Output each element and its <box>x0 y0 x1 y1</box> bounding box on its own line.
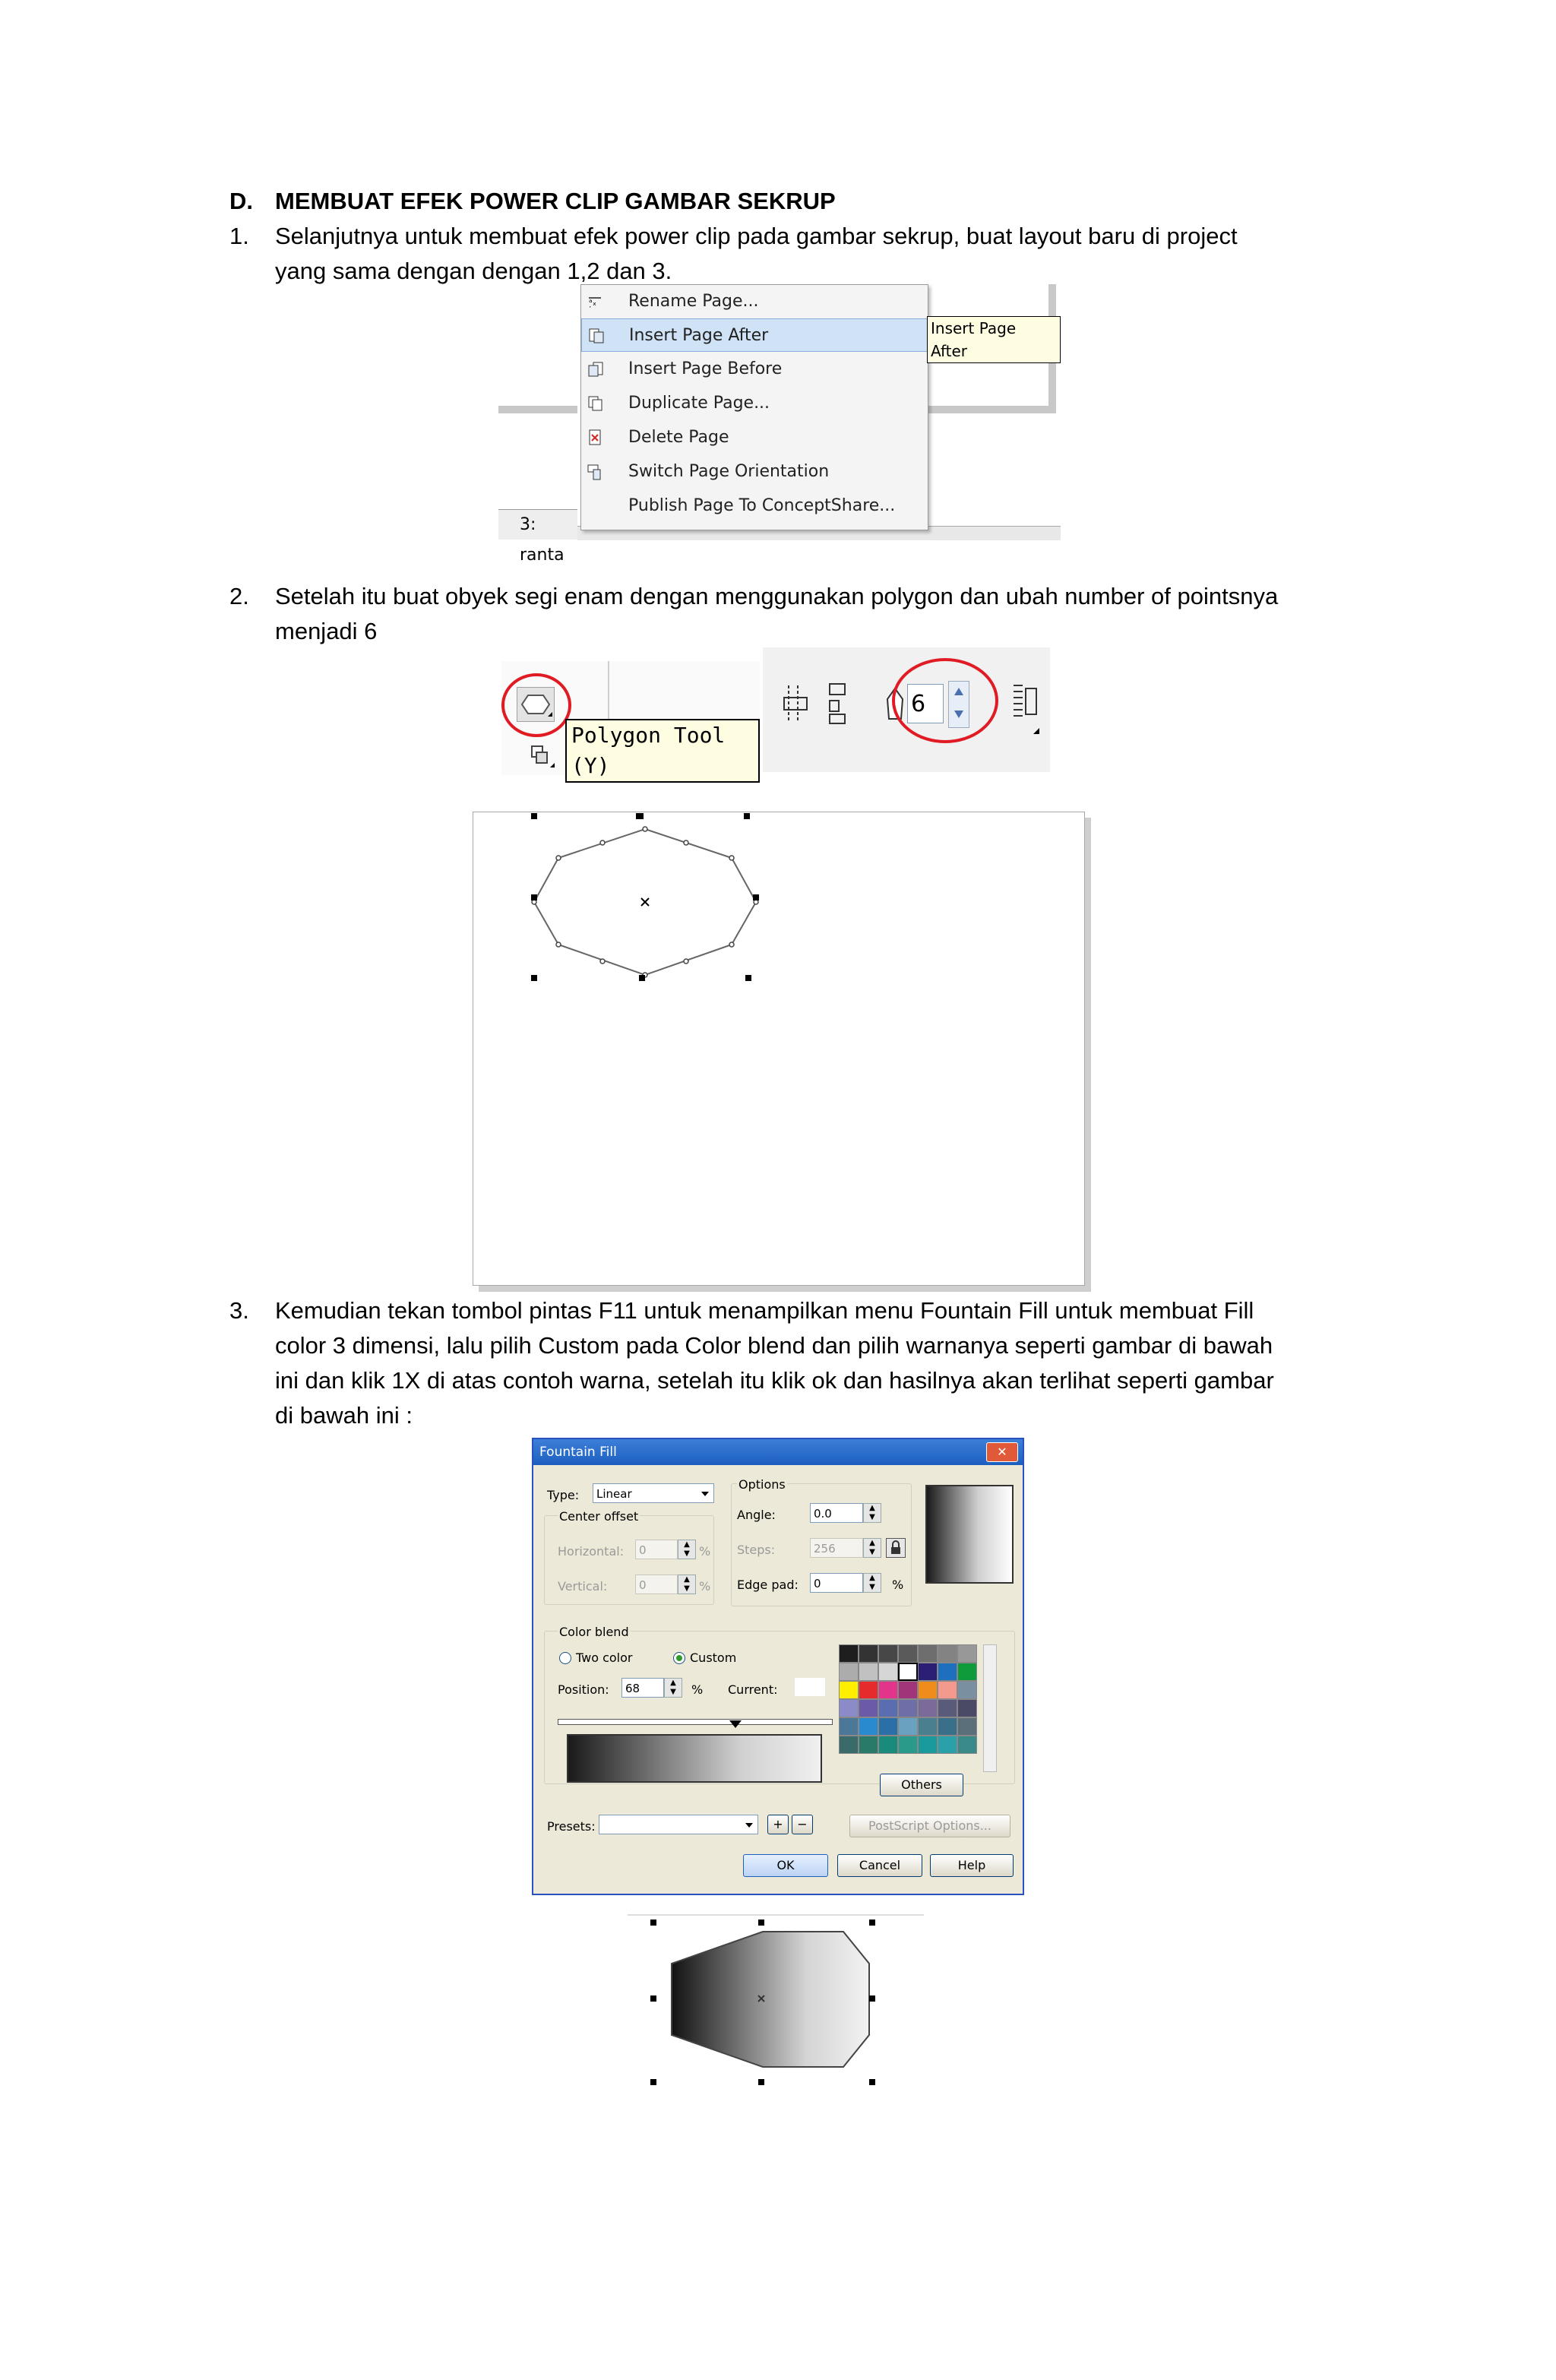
edge-pad-spinner[interactable]: ▲ ▼ <box>863 1573 881 1593</box>
edge-pad-value: 0 <box>814 1577 821 1590</box>
palette-swatch[interactable] <box>918 1699 938 1717</box>
vertical-input[interactable] <box>635 1575 678 1594</box>
dialog-title-bar <box>533 1439 1023 1465</box>
rename-icon <box>587 293 604 310</box>
palette-swatch[interactable] <box>898 1644 918 1663</box>
steps-label: Steps: <box>737 1543 776 1557</box>
tool-icon <box>524 740 555 771</box>
palette-swatch[interactable] <box>878 1644 898 1663</box>
menu-item-label: Duplicate Page... <box>628 394 770 413</box>
page-tab-label: 3: ranta <box>520 515 565 565</box>
step-1-line-1: Selanjutnya untuk membuat efek power clip pada gambar sekrup, buat layout baru di project <box>275 223 1238 249</box>
blend-ruler[interactable] <box>558 1719 833 1725</box>
duplicate-icon <box>587 395 604 412</box>
palette-swatch[interactable] <box>898 1717 918 1736</box>
menu-item-insert-page-before[interactable] <box>581 353 928 386</box>
others-label: Others <box>901 1777 942 1792</box>
chevron-down-icon <box>701 1492 709 1496</box>
page-frame-right <box>927 406 1056 413</box>
fill-preview <box>925 1485 1014 1584</box>
chevron-down-icon <box>745 1823 753 1828</box>
palette-swatch[interactable] <box>859 1681 878 1699</box>
palette-swatch[interactable] <box>859 1717 878 1736</box>
page-context-menu-figure <box>498 284 1061 565</box>
svg-text:ᵃ̣ₓ: ᵃ̣ₓ <box>589 297 597 308</box>
ok-button[interactable] <box>743 1854 828 1877</box>
menu-item-label: Delete Page <box>628 428 729 447</box>
align-text-icon[interactable] <box>827 681 849 726</box>
palette-swatch[interactable] <box>859 1644 878 1663</box>
postscript-label: PostScript Options... <box>868 1818 991 1833</box>
insert-after-icon <box>588 328 605 344</box>
menu-item-label: Rename Page... <box>628 292 759 311</box>
hexagon-shape[interactable] <box>473 812 1084 1285</box>
horizontal-percent: % <box>699 1544 711 1559</box>
palette-swatch[interactable] <box>878 1736 898 1754</box>
palette-swatch[interactable] <box>918 1681 938 1699</box>
points-value: 6 <box>911 691 926 717</box>
property-bar-figure <box>763 647 1050 772</box>
step-1-line-2: yang sama dengan dengan 1,2 dan 3. <box>275 258 672 284</box>
palette-swatch[interactable] <box>918 1717 938 1736</box>
menu-item-label: Insert Page Before <box>628 359 783 378</box>
menu-item-label: Insert Page After <box>629 326 769 345</box>
delete-icon <box>587 429 604 446</box>
current-color-swatch[interactable] <box>795 1678 825 1696</box>
step-3-line-4: di bawah ini : <box>275 1402 413 1429</box>
step-3-line-3: ini dan klik 1X di atas contoh warna, setelah itu klik ok dan hasilnya akan terlihat seperti gambar <box>275 1367 1274 1394</box>
menu-item-insert-page-after[interactable] <box>581 318 928 352</box>
menu-item-label: Switch Page Orientation <box>628 462 830 481</box>
position-input[interactable] <box>621 1678 664 1698</box>
orientation-icon <box>587 464 604 480</box>
horizontal-label: Horizontal: <box>558 1544 625 1559</box>
palette-swatch[interactable] <box>938 1699 957 1717</box>
filled-hexagon[interactable] <box>628 1907 931 2090</box>
angle-spinner[interactable]: ▲ ▼ <box>863 1503 881 1523</box>
horizontal-value: 0 <box>639 1543 647 1557</box>
step-3-number: 3. <box>229 1297 249 1324</box>
close-button[interactable] <box>986 1442 1018 1462</box>
angle-value: 0.0 <box>814 1507 832 1521</box>
palette-swatch[interactable] <box>938 1717 957 1736</box>
menu-item-rename-page[interactable] <box>581 285 928 318</box>
two-color-label: Two color <box>576 1650 633 1665</box>
menu-item-label: Publish Page To ConceptShare... <box>628 496 896 515</box>
minus-icon: − <box>797 1817 808 1831</box>
palette-scrollbar[interactable] <box>983 1644 997 1772</box>
custom-label: Custom <box>690 1650 737 1665</box>
edge-pad-input[interactable] <box>810 1573 863 1593</box>
palette-swatch[interactable] <box>839 1681 859 1699</box>
others-button[interactable] <box>880 1774 963 1796</box>
palette-swatch[interactable] <box>918 1736 938 1754</box>
remove-preset-button[interactable] <box>792 1815 813 1834</box>
type-select[interactable] <box>593 1483 714 1503</box>
options-label: Options <box>738 1477 786 1492</box>
palette-swatch[interactable] <box>918 1644 938 1663</box>
palette-swatch[interactable] <box>859 1663 878 1681</box>
drawing-canvas[interactable] <box>473 812 1085 1286</box>
steps-spinner[interactable]: ▲ ▼ <box>863 1538 881 1558</box>
palette-swatch[interactable] <box>938 1644 957 1663</box>
highlight-circle <box>887 657 1009 746</box>
page-tab[interactable] <box>498 509 577 565</box>
presets-label: Presets: <box>547 1819 596 1834</box>
type-label: Type: <box>547 1488 580 1502</box>
section-letter: D. <box>229 188 253 214</box>
vertical-spinner[interactable]: ▲ ▼ <box>678 1575 696 1594</box>
palette-swatch[interactable] <box>898 1699 918 1717</box>
custom-radio[interactable] <box>673 1652 685 1664</box>
position-spinner[interactable]: ▲ ▼ <box>664 1678 682 1698</box>
polygon-tool-tooltip: Polygon Tool (Y) <box>565 719 760 783</box>
steps-input[interactable] <box>810 1538 863 1558</box>
position-percent: % <box>691 1682 704 1697</box>
current-label: Current: <box>728 1682 778 1697</box>
help-button[interactable] <box>930 1854 1014 1877</box>
ok-label: OK <box>776 1858 795 1872</box>
palette-swatch[interactable] <box>938 1663 957 1681</box>
step-2-line-1: Setelah itu buat obyek segi enam dengan menggunakan polygon dan ubah number of pointsnya <box>275 583 1279 609</box>
menu-item-switch-orientation[interactable] <box>581 455 928 489</box>
two-color-radio[interactable] <box>559 1652 571 1664</box>
page-frame <box>498 406 577 413</box>
palette-swatch[interactable] <box>957 1644 977 1663</box>
menu-item-publish-page[interactable] <box>581 489 928 523</box>
help-label: Help <box>957 1858 986 1872</box>
blend-gradient[interactable] <box>567 1734 822 1783</box>
palette-swatch[interactable] <box>918 1663 938 1681</box>
context-menu <box>580 284 928 530</box>
palette-swatch[interactable] <box>957 1736 977 1754</box>
insert-page-tooltip: Insert Page After <box>927 316 1061 363</box>
palette-swatch[interactable] <box>898 1736 918 1754</box>
palette-swatch[interactable] <box>839 1717 859 1736</box>
step-2-line-2: menjadi 6 <box>275 618 378 644</box>
palette-swatch[interactable] <box>957 1717 977 1736</box>
cancel-button[interactable] <box>837 1854 922 1877</box>
insert-before-icon <box>587 361 604 378</box>
dialog-title: Fountain Fill <box>539 1445 617 1460</box>
postscript-options-button[interactable] <box>849 1815 1010 1837</box>
section-title: MEMBUAT EFEK POWER CLIP GAMBAR SEKRUP <box>275 188 836 214</box>
palette-swatch[interactable] <box>878 1717 898 1736</box>
result-figure <box>628 1907 931 2090</box>
lock-icon <box>887 1539 905 1557</box>
lock-steps-button[interactable] <box>886 1538 906 1558</box>
palette-swatch[interactable] <box>957 1699 977 1717</box>
edge-pad-label: Edge pad: <box>737 1578 799 1592</box>
palette-swatch[interactable] <box>839 1663 859 1681</box>
edge-pad-percent: % <box>892 1578 904 1592</box>
steps-value: 256 <box>814 1542 836 1556</box>
position-value: 68 <box>625 1682 640 1695</box>
palette-swatch[interactable] <box>938 1681 957 1699</box>
palette-swatch[interactable] <box>957 1681 977 1699</box>
close-icon: ✕ <box>997 1445 1007 1459</box>
add-preset-button[interactable] <box>767 1815 789 1834</box>
palette-swatch[interactable] <box>839 1736 859 1754</box>
palette-swatch[interactable] <box>957 1663 977 1681</box>
type-value: Linear <box>596 1487 632 1501</box>
palette-swatch[interactable] <box>839 1699 859 1717</box>
palette-swatch[interactable] <box>878 1681 898 1699</box>
fountain-fill-dialog <box>532 1438 1024 1895</box>
palette-swatch[interactable] <box>898 1663 918 1681</box>
menu-item-delete-page[interactable] <box>581 421 928 454</box>
step-3-line-2: color 3 dimensi, lalu pilih Custom pada Color blend dan pilih warnanya seperti gambar di bawah <box>275 1332 1273 1359</box>
palette-swatch[interactable] <box>878 1699 898 1717</box>
next-tool-icon[interactable] <box>524 740 555 771</box>
color-blend-label: Color blend <box>559 1625 629 1639</box>
cancel-label: Cancel <box>859 1858 901 1872</box>
presets-select[interactable] <box>599 1815 758 1834</box>
angle-input[interactable] <box>810 1503 863 1523</box>
position-label: Position: <box>558 1682 609 1697</box>
vertical-percent: % <box>699 1579 711 1594</box>
toolbox-figure <box>501 661 760 778</box>
vertical-value: 0 <box>639 1578 647 1592</box>
horizontal-spinner[interactable]: ▲ ▼ <box>678 1540 696 1559</box>
palette-swatch[interactable] <box>839 1644 859 1663</box>
wrap-icon[interactable] <box>1010 681 1044 739</box>
center-offset-label: Center offset <box>559 1509 639 1524</box>
plus-icon: + <box>773 1817 783 1831</box>
palette-swatch[interactable] <box>878 1663 898 1681</box>
palette-swatch[interactable] <box>898 1681 918 1699</box>
palette-swatch[interactable] <box>938 1736 957 1754</box>
step-2-number: 2. <box>229 583 249 609</box>
vertical-label: Vertical: <box>558 1579 608 1594</box>
step-3-line-1: Kemudian tekan tombol pintas F11 untuk menampilkan menu Fountain Fill untuk membuat Fill <box>275 1297 1254 1324</box>
step-1-number: 1. <box>229 223 249 249</box>
angle-label: Angle: <box>737 1508 776 1522</box>
blend-marker-icon[interactable] <box>729 1720 742 1728</box>
horizontal-input[interactable] <box>635 1540 678 1559</box>
align-icon[interactable] <box>783 681 813 726</box>
menu-item-duplicate-page[interactable] <box>581 387 928 420</box>
palette-swatch[interactable] <box>859 1699 878 1717</box>
palette-swatch[interactable] <box>859 1736 878 1754</box>
